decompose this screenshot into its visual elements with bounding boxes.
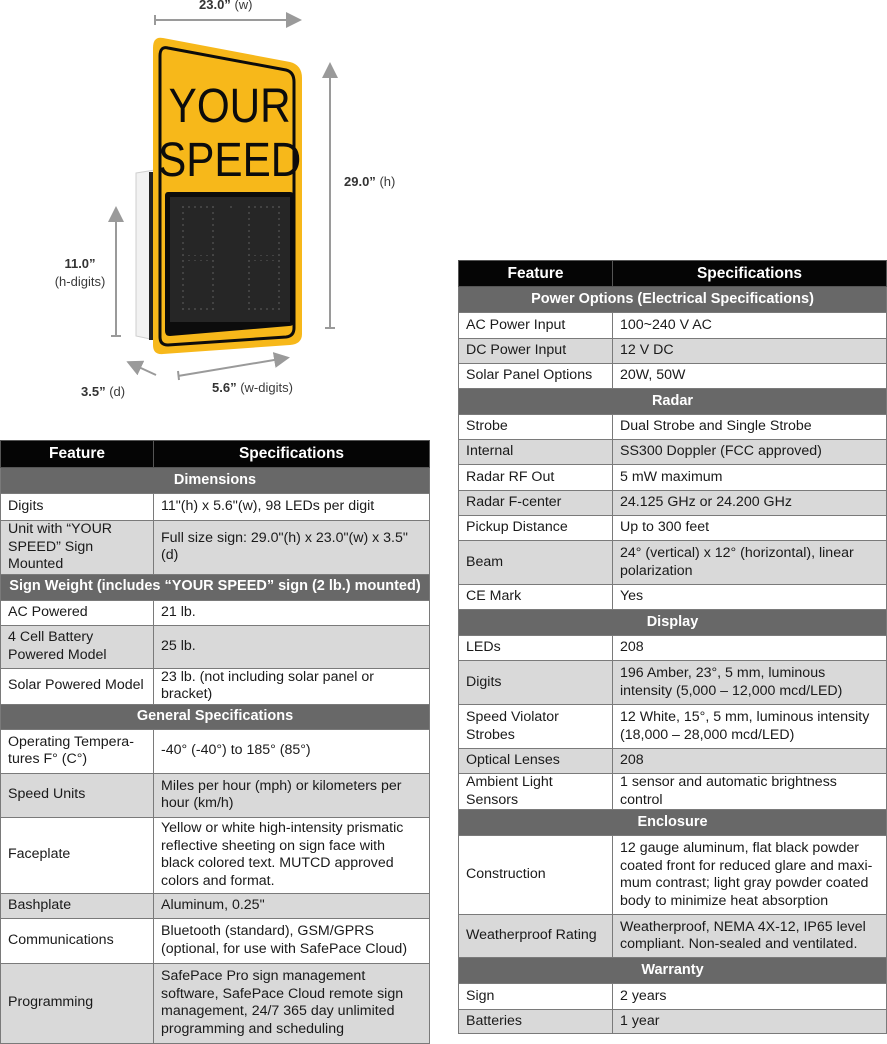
table-row (1, 729, 430, 773)
table-row (459, 636, 887, 661)
spec-cell: 23 lb. (not including solar panel or bracket) (154, 668, 430, 704)
table-row (459, 516, 887, 541)
depth-arrow (130, 363, 156, 375)
product-illustration (0, 0, 440, 420)
dim-unit: (w) (234, 0, 253, 12)
dim-value: 23.0” (199, 0, 231, 12)
table-row (1, 494, 430, 521)
table-row (459, 339, 887, 364)
feature-cell: LEDs (459, 636, 613, 661)
feature-cell: Solar Powered Model (1, 668, 154, 704)
feature-cell: Radar F-center (459, 491, 613, 516)
section-header-row (1, 704, 430, 729)
spec-cell: 24° (vertical) x 12° (horizontal), linear polarization (613, 541, 887, 585)
feature-cell: Ambient Light Sensors (459, 774, 613, 810)
spec-cell: 5 mW maximum (613, 465, 887, 491)
dim-value: 29.0” (344, 174, 376, 189)
section-header-row (459, 810, 887, 836)
width-dimension-label (199, 0, 252, 12)
section-header-row (1, 468, 430, 494)
feature-cell: Solar Panel Options (459, 364, 613, 389)
table-row (459, 313, 887, 339)
feature-cell: Digits (1, 494, 154, 521)
table-row (1, 668, 430, 704)
header-specifications: Specifications (613, 261, 887, 287)
feature-cell: Weatherproof Rating (459, 915, 613, 958)
table-row (459, 1010, 887, 1034)
table-row (459, 585, 887, 610)
spec-table-left (0, 440, 430, 1044)
spec-cell: 25 lb. (154, 625, 430, 668)
spec-cell: 1 sensor and automatic brightness control (613, 774, 887, 810)
feature-cell: Unit with “YOUR SPEED” Sign Mounted (1, 521, 154, 575)
spec-cell: 12 gauge aluminum, flat black powder coated front for reduced glare and maxi-mum contrast; light gray powder coated body to minimize heat absorption (613, 836, 887, 915)
spec-cell: 11"(h) x 5.6"(w), 98 LEDs per digit (154, 494, 430, 521)
speed-sign-image (0, 0, 440, 420)
section-header-row (1, 574, 430, 600)
spec-cell: Up to 300 feet (613, 516, 887, 541)
spec-cell: Aluminum, 0.25" (154, 893, 430, 918)
table-row (459, 749, 887, 774)
feature-cell: Communications (1, 918, 154, 963)
dim-value: 3.5” (81, 384, 106, 399)
feature-cell: Programming (1, 963, 154, 1043)
spec-cell: Full size sign: 29.0"(h) x 23.0"(w) x 3.5"(d) (154, 521, 430, 575)
feature-cell: 4 Cell Battery Powered Model (1, 625, 154, 668)
table-row (459, 465, 887, 491)
section-title: Enclosure (459, 810, 887, 836)
feature-cell: Internal (459, 440, 613, 465)
feature-cell: Beam (459, 541, 613, 585)
spec-cell: 196 Amber, 23°, 5 mm, luminous intensity (5,000 – 12,000 mcd/LED) (613, 661, 887, 705)
table-header-row (1, 441, 430, 468)
feature-cell: CE Mark (459, 585, 613, 610)
dim-unit: (w-digits) (240, 380, 293, 395)
spec-cell: 21 lb. (154, 600, 430, 625)
section-title: Radar (459, 389, 887, 415)
spec-cell: SS300 Doppler (FCC approved) (613, 440, 887, 465)
spec-cell: Bluetooth (standard), GSM/GPRS (optional, for use with SafePace Cloud) (154, 918, 430, 963)
spec-cell: 1 year (613, 1010, 887, 1034)
feature-cell: Optical Lenses (459, 749, 613, 774)
section-header-row (459, 287, 887, 313)
feature-cell: Digits (459, 661, 613, 705)
spec-cell: 2 years (613, 984, 887, 1010)
spec-cell: Yellow or white high-intensity prismatic reflective sheeting on sign face with black colored text. MUTCD approved colors and format. (154, 817, 430, 893)
header-specifications: Specifications (154, 441, 430, 468)
table-row (459, 415, 887, 440)
dim-unit: (h-digits) (54, 274, 106, 289)
header-feature: Feature (1, 441, 154, 468)
feature-cell: DC Power Input (459, 339, 613, 364)
feature-cell: AC Powered (1, 600, 154, 625)
sign-text-speed: SPEED (158, 132, 302, 187)
table-row (459, 984, 887, 1010)
spec-cell: 20W, 50W (613, 364, 887, 389)
feature-cell: Speed Units (1, 773, 154, 817)
spec-cell: 12 V DC (613, 339, 887, 364)
spec-cell: 100~240 V AC (613, 313, 887, 339)
spec-cell: Dual Strobe and Single Strobe (613, 415, 887, 440)
feature-cell: Bashplate (1, 893, 154, 918)
feature-cell: Pickup Distance (459, 516, 613, 541)
table-header-row (459, 261, 887, 287)
section-title: Warranty (459, 958, 887, 984)
section-title: Power Options (Electrical Specifications) (459, 287, 887, 313)
table-row (459, 491, 887, 516)
height-dimension-label (344, 174, 395, 189)
table-row (459, 836, 887, 915)
feature-cell: Sign (459, 984, 613, 1010)
feature-cell: Construction (459, 836, 613, 915)
feature-cell: Strobe (459, 415, 613, 440)
spec-cell: 12 White, 15°, 5 mm, luminous intensity (18,000 – 28,000 mcd/LED) (613, 705, 887, 749)
digit-width-dimension-label (212, 380, 293, 395)
spec-table-right (458, 260, 887, 1034)
spec-cell: -40° (-40°) to 185° (85°) (154, 729, 430, 773)
section-header-row (459, 610, 887, 636)
dim-value: 11.0” (64, 256, 96, 271)
table-row (1, 918, 430, 963)
section-title: General Specifications (1, 704, 430, 729)
section-title: Sign Weight (includes “YOUR SPEED” sign (2 lb.) mounted) (1, 574, 430, 600)
digit-width-arrow (178, 358, 286, 376)
digit-height-dimension-label (53, 255, 107, 291)
table-row (1, 893, 430, 918)
spec-cell: 208 (613, 636, 887, 661)
table-row (1, 773, 430, 817)
feature-cell: Batteries (459, 1010, 613, 1034)
section-header-row (459, 958, 887, 984)
feature-cell: Speed Violator Strobes (459, 705, 613, 749)
table-row (459, 915, 887, 958)
spec-cell: SafePace Pro sign management software, SafePace Cloud remote sign management, 24/7 365 day unlimited programming and scheduling (154, 963, 430, 1043)
table-row (459, 705, 887, 749)
table-row (459, 364, 887, 389)
spec-cell: 208 (613, 749, 887, 774)
table-row (459, 541, 887, 585)
section-title: Dimensions (1, 468, 430, 494)
feature-cell: Faceplate (1, 817, 154, 893)
table-row (459, 774, 887, 810)
section-title: Display (459, 610, 887, 636)
header-feature: Feature (459, 261, 613, 287)
table-row (1, 600, 430, 625)
depth-dimension-label (81, 384, 125, 399)
table-row (1, 963, 430, 1043)
spec-cell: Weatherproof, NEMA 4X-12, IP65 level compliant. Non-sealed and ventilated. (613, 915, 887, 958)
sign-text-your: YOUR (168, 78, 291, 133)
table-row (1, 817, 430, 893)
spec-cell: 24.125 GHz or 24.200 GHz (613, 491, 887, 516)
table-row (1, 521, 430, 575)
feature-cell: Operating Tempera-tures F° (C°) (1, 729, 154, 773)
table-row (459, 661, 887, 705)
spec-cell: Yes (613, 585, 887, 610)
dim-unit: (d) (109, 384, 126, 399)
feature-cell: AC Power Input (459, 313, 613, 339)
feature-cell: Radar RF Out (459, 465, 613, 491)
table-row (459, 440, 887, 465)
section-header-row (459, 389, 887, 415)
dim-value: 5.6” (212, 380, 237, 395)
spec-cell: Miles per hour (mph) or kilometers per hour (km/h) (154, 773, 430, 817)
table-row (1, 625, 430, 668)
dim-unit: (h) (379, 174, 396, 189)
